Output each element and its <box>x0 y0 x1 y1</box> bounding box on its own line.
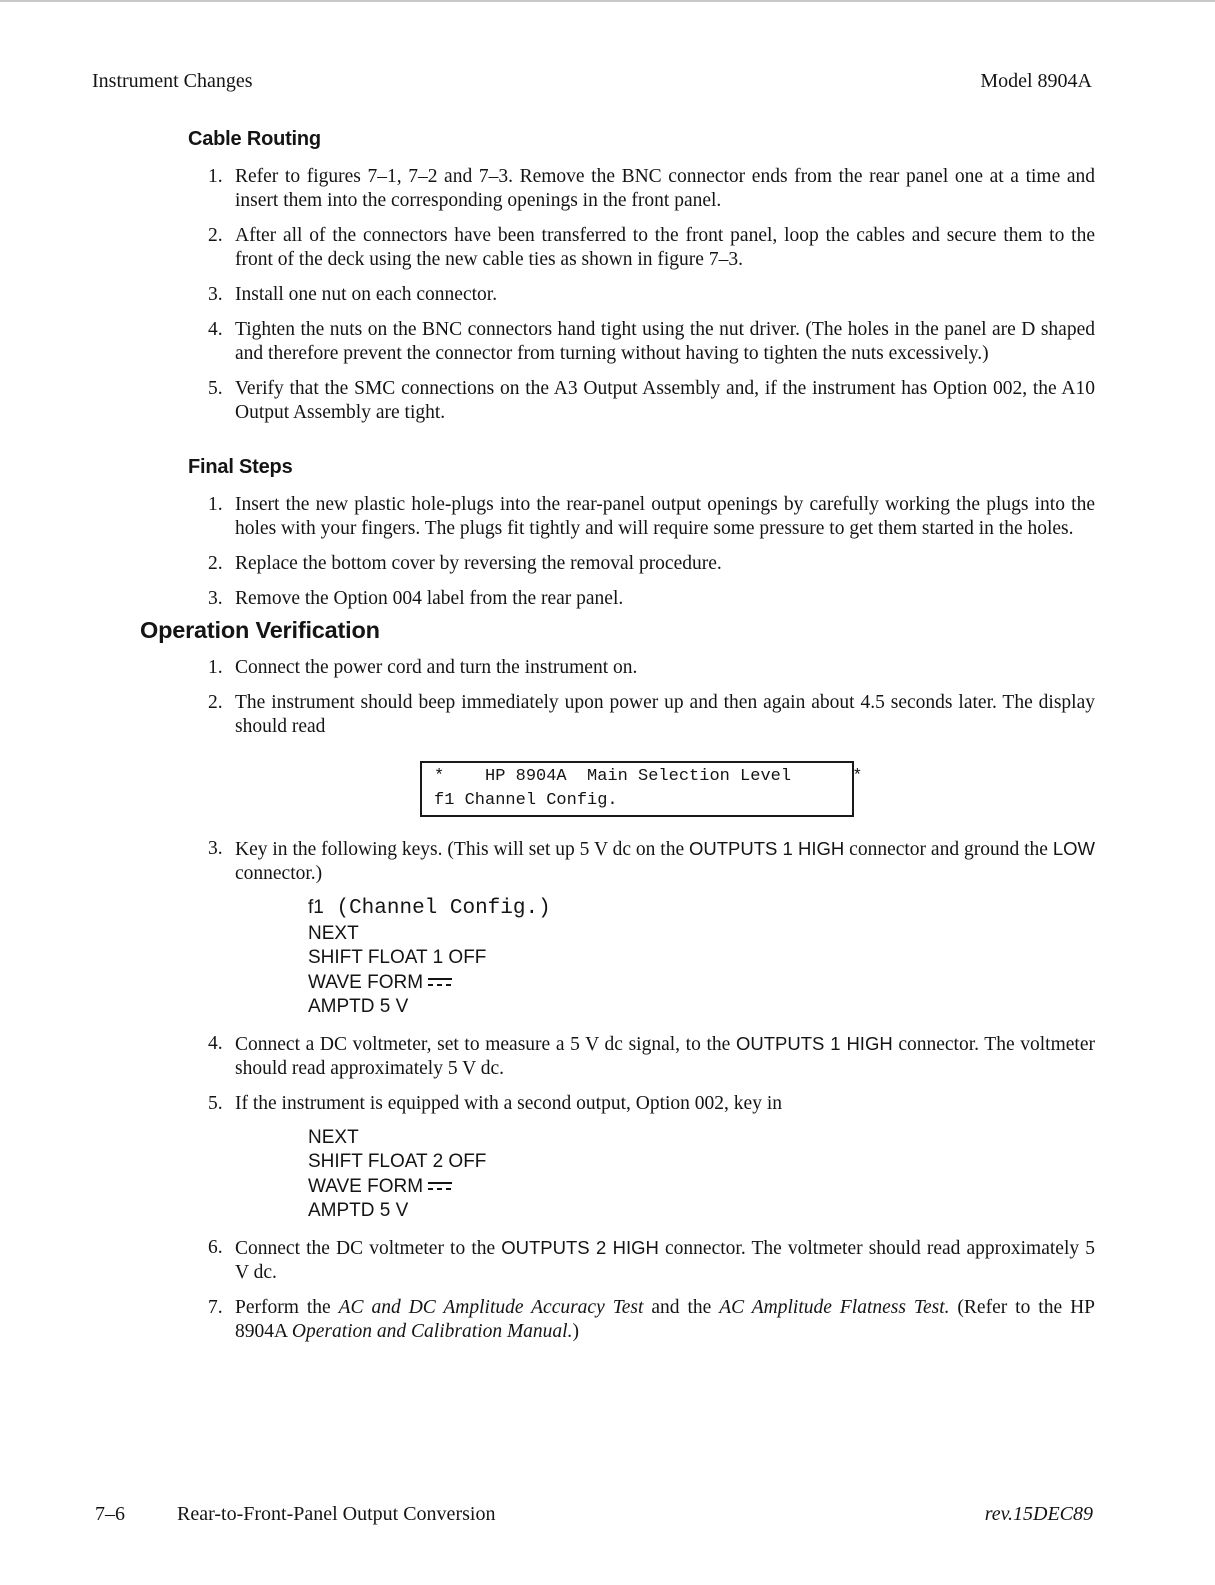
key-shift-float: SHIFT FLOAT 2 OFF <box>308 1151 487 1172</box>
dc-symbol-icon <box>428 977 452 987</box>
instrument-display-readout <box>420 761 863 817</box>
key-sequence-output-1 <box>308 896 1095 1020</box>
key-amptd: AMPTD 5 V <box>308 996 409 1017</box>
list-item: 5. If the instrument is equipped with a second output, Option 002, key in <box>208 1092 782 1114</box>
list-item: 3. Key in the following keys. (This will set up 5 V dc on the OUTPUTS 1 HIGH connector and ground the LOW connector.) <box>208 838 1095 884</box>
cable-routing-heading: Cable Routing <box>188 128 321 150</box>
list-item: 1. Connect the power cord and turn the instrument on. <box>208 657 638 678</box>
operation-verification-heading: Operation Verification <box>140 617 380 643</box>
page-top-rule <box>0 0 1215 2</box>
list-item: 1. Refer to figures 7–1, 7–2 and 7–3. Remove the BNC connector ends from the rear panel one at a time and insert them into the corresponding openings in the front panel. <box>208 166 1095 211</box>
key-shift-float: SHIFT FLOAT 1 OFF <box>308 947 487 968</box>
running-head-model: Model 8904A <box>980 70 1092 92</box>
key-wave-form: WAVE FORM <box>308 971 1095 996</box>
list-item: 2. The instrument should beep immediately upon power up and then again about 4.5 seconds later. The display should read <box>208 692 1095 737</box>
list-item: 3. Remove the Option 004 label from the rear panel. <box>208 588 624 609</box>
footer-page-number: 7–6 <box>95 1503 125 1525</box>
key-label: LOW <box>1052 838 1095 859</box>
display-line-2: f1 Channel Config. <box>434 791 618 810</box>
operation-verification-steps-cont <box>140 837 1095 886</box>
key-label: OUTPUTS 1 HIGH <box>735 1032 893 1054</box>
key-next: NEXT <box>308 1126 359 1148</box>
key-amptd: AMPTD 5 V <box>308 1200 409 1221</box>
operation-verification-steps <box>140 656 1095 739</box>
key-label: OUTPUTS 1 HIGH <box>689 838 845 859</box>
page-body <box>140 128 1095 1355</box>
final-steps-list <box>140 493 1095 611</box>
list-item: 5. Verify that the SMC connections on the A3 Output Assembly and, if the instrument has Option 002, the A10 Output Assembly are tight. <box>208 378 1095 423</box>
list-item: 1. Insert the new plastic hole-plugs into the rear-panel output openings by carefully working the plugs into the holes with your fingers. The plugs fit tightly and will require some pressure to get them started in the holes. <box>208 494 1095 539</box>
cable-routing-steps <box>140 165 1095 425</box>
operation-verification-steps-cont2 <box>140 1032 1095 1116</box>
key-next: NEXT <box>308 922 359 944</box>
list-item: 6. Connect the DC voltmeter to the OUTPUTS 2 HIGH connector. The voltmeter should read approximately 5 V dc. <box>208 1236 1095 1283</box>
test-name: AC Amplitude Flatness Test. <box>719 1296 950 1318</box>
list-item: 2. Replace the bottom cover by reversing the removal procedure. <box>208 553 722 574</box>
footer-revision: rev.15DEC89 <box>984 1503 1093 1525</box>
list-item: 2. After all of the connectors have been transferred to the front panel, loop the cables and secure them to the front of the deck using the new cable ties as shown in figure 7–3. <box>208 225 1095 270</box>
footer-chapter-title: Rear-to-Front-Panel Output Conversion <box>177 1503 496 1525</box>
list-item: 7. Perform the AC and DC Amplitude Accuracy Test and the AC Amplitude Flatness Test. (Refer to the HP 8904A Operation and Calibration Manual.) <box>208 1296 1095 1342</box>
key-wave-form: WAVE FORM <box>308 1175 1095 1200</box>
key-f1-channel-config: f1 (Channel Config.) <box>308 897 551 920</box>
manual-title: Operation and Calibration Manual. <box>291 1320 573 1342</box>
list-item: 3. Install one nut on each connector. <box>208 284 498 305</box>
key-sequence-output-2 <box>308 1126 1095 1224</box>
running-head-section: Instrument Changes <box>92 70 253 92</box>
key-label: OUTPUTS 2 HIGH <box>501 1236 659 1258</box>
operation-verification-steps-cont3 <box>140 1236 1095 1344</box>
list-item: 4. Connect a DC voltmeter, set to measure a 5 V dc signal, to the OUTPUTS 1 HIGH connector. The voltmeter should read approximately 5 V dc. <box>208 1032 1095 1079</box>
dc-symbol-icon <box>428 1181 452 1191</box>
list-item: 4. Tighten the nuts on the BNC connectors hand tight using the nut driver. (The holes in the panel are D shaped and therefore prevent the connector from turning without having to tighten the nuts excessively.) <box>208 319 1095 364</box>
test-name: AC and DC Amplitude Accuracy Test <box>338 1296 644 1318</box>
final-steps-heading: Final Steps <box>188 456 293 478</box>
display-line-1: * HP 8904A Main Selection Level * <box>434 767 863 786</box>
